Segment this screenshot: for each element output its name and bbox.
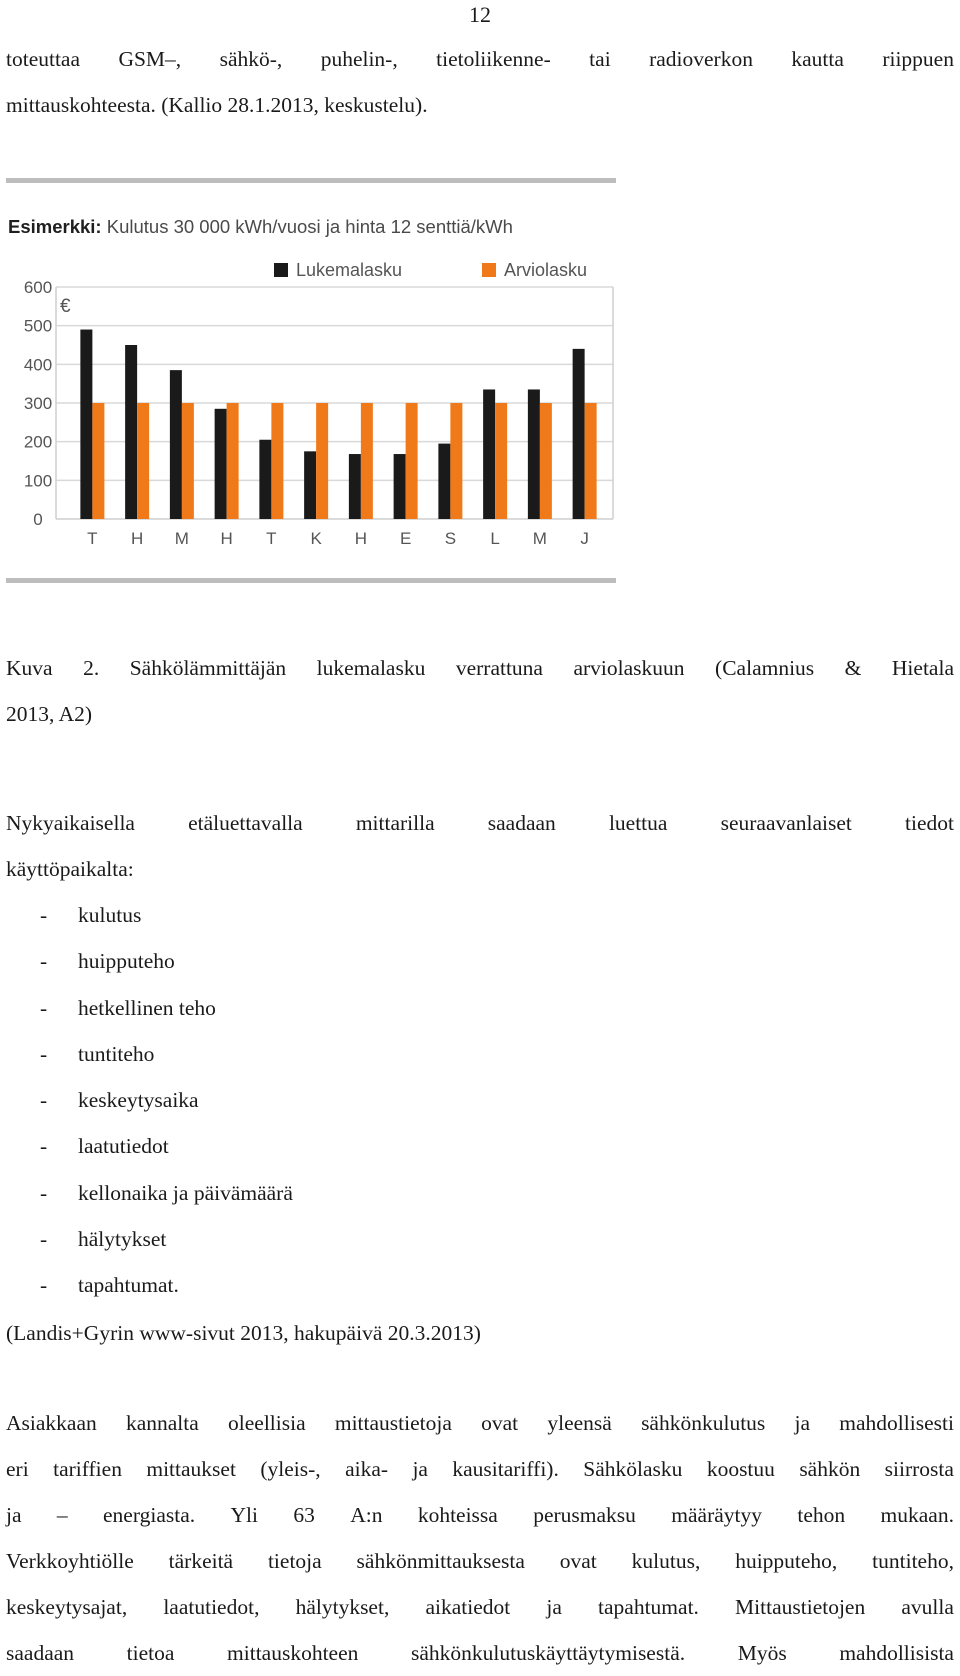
bar-lukemalasku xyxy=(528,389,540,519)
bar-lukemalasku xyxy=(259,440,271,519)
word: Myös xyxy=(737,1641,787,1665)
word: tai xyxy=(589,47,611,71)
meter-data-list xyxy=(40,892,293,1309)
word: ja xyxy=(546,1595,562,1619)
list-dash: - xyxy=(40,995,48,1020)
list-dash: - xyxy=(40,1134,48,1159)
list-item xyxy=(40,1077,293,1123)
bar-arviolasku xyxy=(92,403,104,519)
word: ja xyxy=(412,1457,428,1481)
bar-arviolasku xyxy=(585,403,597,519)
list-item-text: kulutus xyxy=(78,903,142,927)
word: sähkön xyxy=(799,1457,861,1481)
word: sähkönkulutuskäyttäytymisestä. xyxy=(411,1641,686,1665)
word: saadaan xyxy=(487,811,556,835)
x-tick-label: M xyxy=(174,529,189,548)
y-tick-label: 300 xyxy=(23,394,53,413)
bar-arviolasku xyxy=(495,403,507,519)
bar-arviolasku xyxy=(540,403,552,519)
word: Verkkoyhtiölle xyxy=(6,1549,134,1573)
list-item-text: hälytykset xyxy=(78,1227,167,1252)
x-tick-label: H xyxy=(354,529,368,548)
x-tick-label: L xyxy=(490,529,500,548)
word: ja xyxy=(794,1411,811,1435)
word: koostuu xyxy=(706,1457,775,1481)
list-item-text: tapahtumat. xyxy=(78,1273,179,1298)
bar-arviolasku xyxy=(361,403,373,519)
paragraph3-line xyxy=(6,1400,954,1446)
bar-lukemalasku xyxy=(80,330,92,519)
bar-arviolasku xyxy=(450,403,462,519)
word: energiasta. xyxy=(103,1503,196,1527)
figure-top-rule xyxy=(6,178,616,183)
bar-lukemalasku xyxy=(573,349,585,519)
bar-lukemalasku xyxy=(304,451,316,519)
word: eri xyxy=(6,1457,29,1481)
word: mukaan. xyxy=(880,1503,954,1527)
y-tick-label: 200 xyxy=(23,432,53,452)
list-item-text: huipputeho xyxy=(78,949,175,974)
x-tick-label: T xyxy=(266,529,277,548)
intro-line-2: mittauskohteesta. (Kallio 28.1.2013, keskustelu). xyxy=(6,93,428,117)
y-tick-label: 0 xyxy=(33,510,43,529)
word: siirrosta xyxy=(884,1457,954,1481)
word: & xyxy=(844,656,862,680)
figure-bar-chart xyxy=(6,172,656,622)
figure-bottom-rule xyxy=(6,578,616,583)
word: huipputeho, xyxy=(735,1549,838,1573)
word: mittarilla xyxy=(355,811,435,835)
word: tärkeitä xyxy=(168,1549,234,1573)
word: radioverkon xyxy=(649,47,753,71)
word: (yleis-, xyxy=(260,1457,321,1481)
caption-line-2: 2013, A2) xyxy=(6,702,92,726)
paragraph2-line-1 xyxy=(6,800,954,846)
word: A:n xyxy=(350,1503,383,1527)
x-tick-label: E xyxy=(399,529,412,548)
word: (Calamnius xyxy=(715,656,815,680)
y-tick-label: 600 xyxy=(23,278,53,297)
x-tick-label: H xyxy=(220,529,233,548)
word: mittauskohteen xyxy=(227,1641,359,1665)
word: tiedot xyxy=(905,811,954,835)
list-item xyxy=(40,1262,293,1308)
word: hälytykset, xyxy=(295,1595,390,1619)
citation-text: (Landis+Gyrin www-sivut 2013, hakupäivä 20.3.2013) xyxy=(6,1321,481,1345)
word: kautta xyxy=(791,47,844,71)
y-tick-label: 500 xyxy=(23,316,53,336)
bar-lukemalasku xyxy=(394,454,406,519)
word: 63 xyxy=(293,1503,315,1527)
word: tapahtumat. xyxy=(598,1595,699,1619)
bar-lukemalasku xyxy=(483,389,495,519)
word: verrattuna xyxy=(455,656,543,680)
word: kulutus, xyxy=(631,1549,701,1573)
word: arviolaskuun xyxy=(573,656,685,680)
list-item xyxy=(40,1170,293,1216)
paragraph3-line xyxy=(6,1630,954,1676)
bar-arviolasku xyxy=(137,403,149,519)
list-item-text: tuntiteho xyxy=(78,1041,155,1066)
list-item xyxy=(40,938,293,984)
word: toteuttaa xyxy=(6,47,81,71)
x-tick-label: S xyxy=(444,529,457,548)
word: mahdollisesti xyxy=(839,1411,954,1435)
word: Mittaustietojen xyxy=(735,1595,866,1619)
bar-arviolasku xyxy=(316,403,328,519)
word: lukemalasku xyxy=(316,656,426,680)
x-tick-label: K xyxy=(310,529,322,548)
word: aika- xyxy=(345,1457,389,1481)
x-tick-label: H xyxy=(130,529,144,548)
word: Sähkölasku xyxy=(583,1457,683,1481)
list-dash: - xyxy=(40,1180,48,1205)
word: puhelin-, xyxy=(320,47,398,71)
list-dash: - xyxy=(40,1088,48,1113)
word: riippuen xyxy=(882,47,954,71)
list-item-text: keskeytysaika xyxy=(78,1088,199,1113)
word: laatutiedot, xyxy=(163,1595,260,1619)
paragraph2-line-2: käyttöpaikalta: xyxy=(6,857,134,881)
list-item xyxy=(40,1216,293,1262)
x-tick-label: J xyxy=(580,529,589,548)
word: ovat xyxy=(481,1411,519,1435)
list-item-text: laatutiedot xyxy=(78,1134,169,1159)
list-item xyxy=(40,1123,293,1169)
word: aikatiedot xyxy=(425,1595,511,1619)
bar-lukemalasku xyxy=(438,444,450,519)
chart-title-rest: Kulutus 30 000 kWh/vuosi ja hinta 12 senttiä/kWh xyxy=(101,216,513,237)
word: Nykyaikaisella xyxy=(6,811,135,835)
word: keskeytysajat, xyxy=(6,1595,128,1619)
y-tick-label: 400 xyxy=(23,355,53,375)
word: seuraavanlaiset xyxy=(720,811,852,835)
paragraph-customer-data xyxy=(6,1400,954,1676)
word: tehon xyxy=(797,1503,846,1527)
bar-lukemalasku xyxy=(349,454,361,519)
paragraph-meter-data xyxy=(6,800,954,892)
word: Yli xyxy=(230,1503,258,1527)
legend-swatch xyxy=(482,263,496,277)
word: GSM–, xyxy=(118,47,182,71)
word: Hietala xyxy=(891,656,954,680)
figure-caption xyxy=(6,645,954,737)
bar-lukemalasku xyxy=(170,370,182,519)
intro-paragraph xyxy=(6,36,954,128)
word: tietoa xyxy=(126,1641,175,1665)
word: kausitariffi). xyxy=(452,1457,559,1481)
word: mahdollisista xyxy=(839,1641,954,1665)
word: ovat xyxy=(559,1549,597,1573)
word: tietoliikenne- xyxy=(436,47,551,71)
word: 2. xyxy=(83,656,100,680)
word: oleellisia xyxy=(228,1411,306,1435)
word: ja xyxy=(6,1503,22,1527)
word: saadaan xyxy=(6,1641,75,1665)
paragraph3-line xyxy=(6,1538,954,1584)
bar-arviolasku xyxy=(406,403,418,519)
word: tariffien xyxy=(53,1457,122,1481)
word: sähkönmittauksesta xyxy=(356,1549,525,1573)
bar-lukemalasku xyxy=(125,345,137,519)
caption-line-1 xyxy=(6,645,954,691)
word: etäluettavalla xyxy=(188,811,303,835)
list-item-text: kellonaika ja päivämäärä xyxy=(78,1180,293,1205)
list-item xyxy=(40,1031,293,1077)
paragraph3-line xyxy=(6,1584,954,1630)
list-item xyxy=(40,985,293,1031)
list-item-text: hetkellinen teho xyxy=(78,995,216,1020)
word: Kuva xyxy=(6,656,53,680)
page-number: 12 xyxy=(469,2,491,27)
word: sähkö-, xyxy=(219,47,283,71)
word: Asiakkaan xyxy=(6,1411,97,1435)
list-dash: - xyxy=(40,949,48,974)
y-tick-label: 100 xyxy=(23,471,53,491)
word: luettua xyxy=(608,811,668,835)
word: kohteissa xyxy=(417,1503,498,1527)
chart-title-bold: Esimerkki: xyxy=(8,216,102,237)
bar-arviolasku xyxy=(227,403,239,519)
citation xyxy=(6,1310,954,1356)
list-item xyxy=(40,892,293,938)
word: tietoja xyxy=(267,1549,322,1573)
unit-label: € xyxy=(60,296,71,317)
word: Sähkölämmittäjän xyxy=(129,656,287,680)
legend-swatch xyxy=(274,263,288,277)
bar-lukemalasku xyxy=(215,409,227,519)
list-dash: - xyxy=(40,903,48,927)
word: mittaustietoja xyxy=(334,1411,452,1435)
bar-arviolasku xyxy=(271,403,283,519)
word: mittaukset xyxy=(146,1457,236,1481)
word: perusmaksu xyxy=(533,1503,636,1527)
list-dash: - xyxy=(40,1227,48,1252)
word: yleensä xyxy=(547,1411,612,1435)
x-tick-label: T xyxy=(87,529,98,548)
word: kannalta xyxy=(125,1411,199,1435)
word: tuntiteho, xyxy=(872,1549,954,1573)
legend-label: Lukemalasku xyxy=(296,260,403,280)
word: sähkönkulutus xyxy=(641,1411,766,1435)
legend-label: Arviolasku xyxy=(504,260,588,280)
list-dash: - xyxy=(40,1273,48,1298)
intro-line-1 xyxy=(6,36,954,82)
paragraph3-line xyxy=(6,1492,954,1538)
word: määräytyy xyxy=(671,1503,763,1527)
list-dash: - xyxy=(40,1041,48,1066)
word: – xyxy=(56,1503,68,1527)
paragraph3-line xyxy=(6,1446,954,1492)
chart-svg xyxy=(6,212,656,617)
x-tick-label: M xyxy=(532,529,547,548)
word: avulla xyxy=(901,1595,954,1619)
bar-arviolasku xyxy=(182,403,194,519)
